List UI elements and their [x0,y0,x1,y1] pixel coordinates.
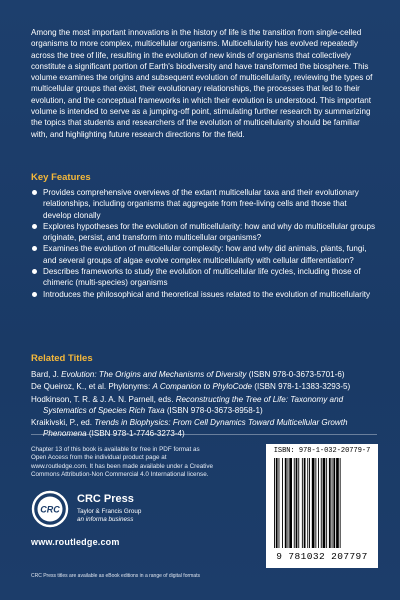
barcode [266,444,378,568]
feature-text: Examines the evolution of multicellular complexity: how and why did animals, plants, fungi, and several groups of algae evolve complex multicellularity with cellular differentiation? [43,244,367,265]
bullet-icon [32,292,37,297]
ref-title: A Companion to PhyloCode [152,382,253,392]
intro-paragraph: Among the most important innovations in the history of life is the transition from single-celled organisms to more complex, multicellular organisms. Multicellularity has evolved repeatedly across the tree of life, resulting in the evolution of new kinds of organisms that collectively constitute a significant portion of Earth's biodiversity and have transformed the biosphere. This volume examines the origins and subsequent evolution of multicellularity, reviewing the types of multicellular groups that exist, their evolutionary relationships, the processes that led to their evolution, and the conceptual frameworks in which their evolution is understood. This important volume is intended to serve as a jumping-off point, stimulating further research by summarizing the topics that students and researchers of the evolution of multicellularity should be familiar with, and highlighting future research directions for the field. [31,28,373,139]
list-item [31,187,377,221]
list-item [31,266,377,289]
barcode-bars-icon [272,458,372,548]
ref-author: Hodkinson, T. R. & J. A. N. Parnell, eds. [31,394,176,404]
bullet-icon [32,224,37,229]
ebook-footnote: CRC Press titles are available as eBook editions in a range of digital formats [31,573,200,579]
ref-isbn: (ISBN 978-0-3673-5701-6) [246,370,345,379]
ref-author: Kraikivski, P., ed. [31,418,95,428]
divider [31,434,377,435]
related-titles-list [31,369,377,441]
key-features-heading: Key Features [31,172,91,183]
list-item [31,394,377,417]
feature-text: Explores hypotheses for the evolution of multicellularity: how and why do multicellular groups originate, persist, and transform into multicellular organisms? [43,221,376,243]
bullet-icon [32,269,37,274]
barcode-digits: 9 781032 207797 [276,551,368,562]
publisher-group: Taylor & Francis Group [77,508,142,515]
logo-lettering: CRC [40,504,60,515]
ref-isbn: (ISBN 978-1-1383-3293-5) [252,382,351,392]
list-item [31,243,377,266]
list-item [31,417,377,440]
bullet-icon [32,246,37,251]
related-titles-heading: Related Titles [31,353,93,364]
crc-logo-icon [31,490,69,528]
publisher-logo [31,490,211,530]
open-access-note: Chapter 13 of this book is available for free in PDF format as Open Access from the individual product page at www.routledge.com. It has been made available under a Creative Commons Attribution-Non Commercial 4.0 International license. [31,446,214,478]
ref-title: Evolution: The Origins and Mechanisms of Diversity [61,370,247,379]
ref-title: Trends in Biophysics: From Cell Dynamics Toward Multicellular Growth Phenomena [43,418,348,439]
list-item [31,381,377,392]
list-item [31,369,377,380]
bullet-icon [32,190,37,195]
list-item [31,289,377,300]
feature-text: Describes frameworks to study the evolution of multicellular life cycles, including those of chimeric (multi-species) organisms [43,267,361,288]
ref-title: Reconstructing the Tree of Life: Taxonomy and Systematics of Species Rich Taxa [43,394,344,415]
feature-text: Provides comprehensive overviews of the extant multicellular taxa and their evolutionary relationships, including organisms that aggregate from free-living cells and those that develop clonally [43,188,359,220]
ref-author: Bard, J. [31,370,62,379]
isbn-label: ISBN: 978-1-032-20779-7 [273,447,371,455]
publisher-name: CRC Press [77,493,134,505]
ref-author: De Queiroz, K., et al. Phylonyms: [31,382,153,392]
ref-isbn: (ISBN 978-0-3673-8958-1) [164,405,263,415]
publisher-tagline: an informa business [77,516,134,523]
key-features-list [31,187,377,300]
list-item [31,221,377,244]
feature-text: Introduces the philosophical and theoretical issues related to the evolution of multicellularity [43,289,371,299]
ref-isbn: (ISBN 978-1-7746-3273-4) [86,429,185,439]
publisher-website: www.routledge.com [31,537,120,547]
